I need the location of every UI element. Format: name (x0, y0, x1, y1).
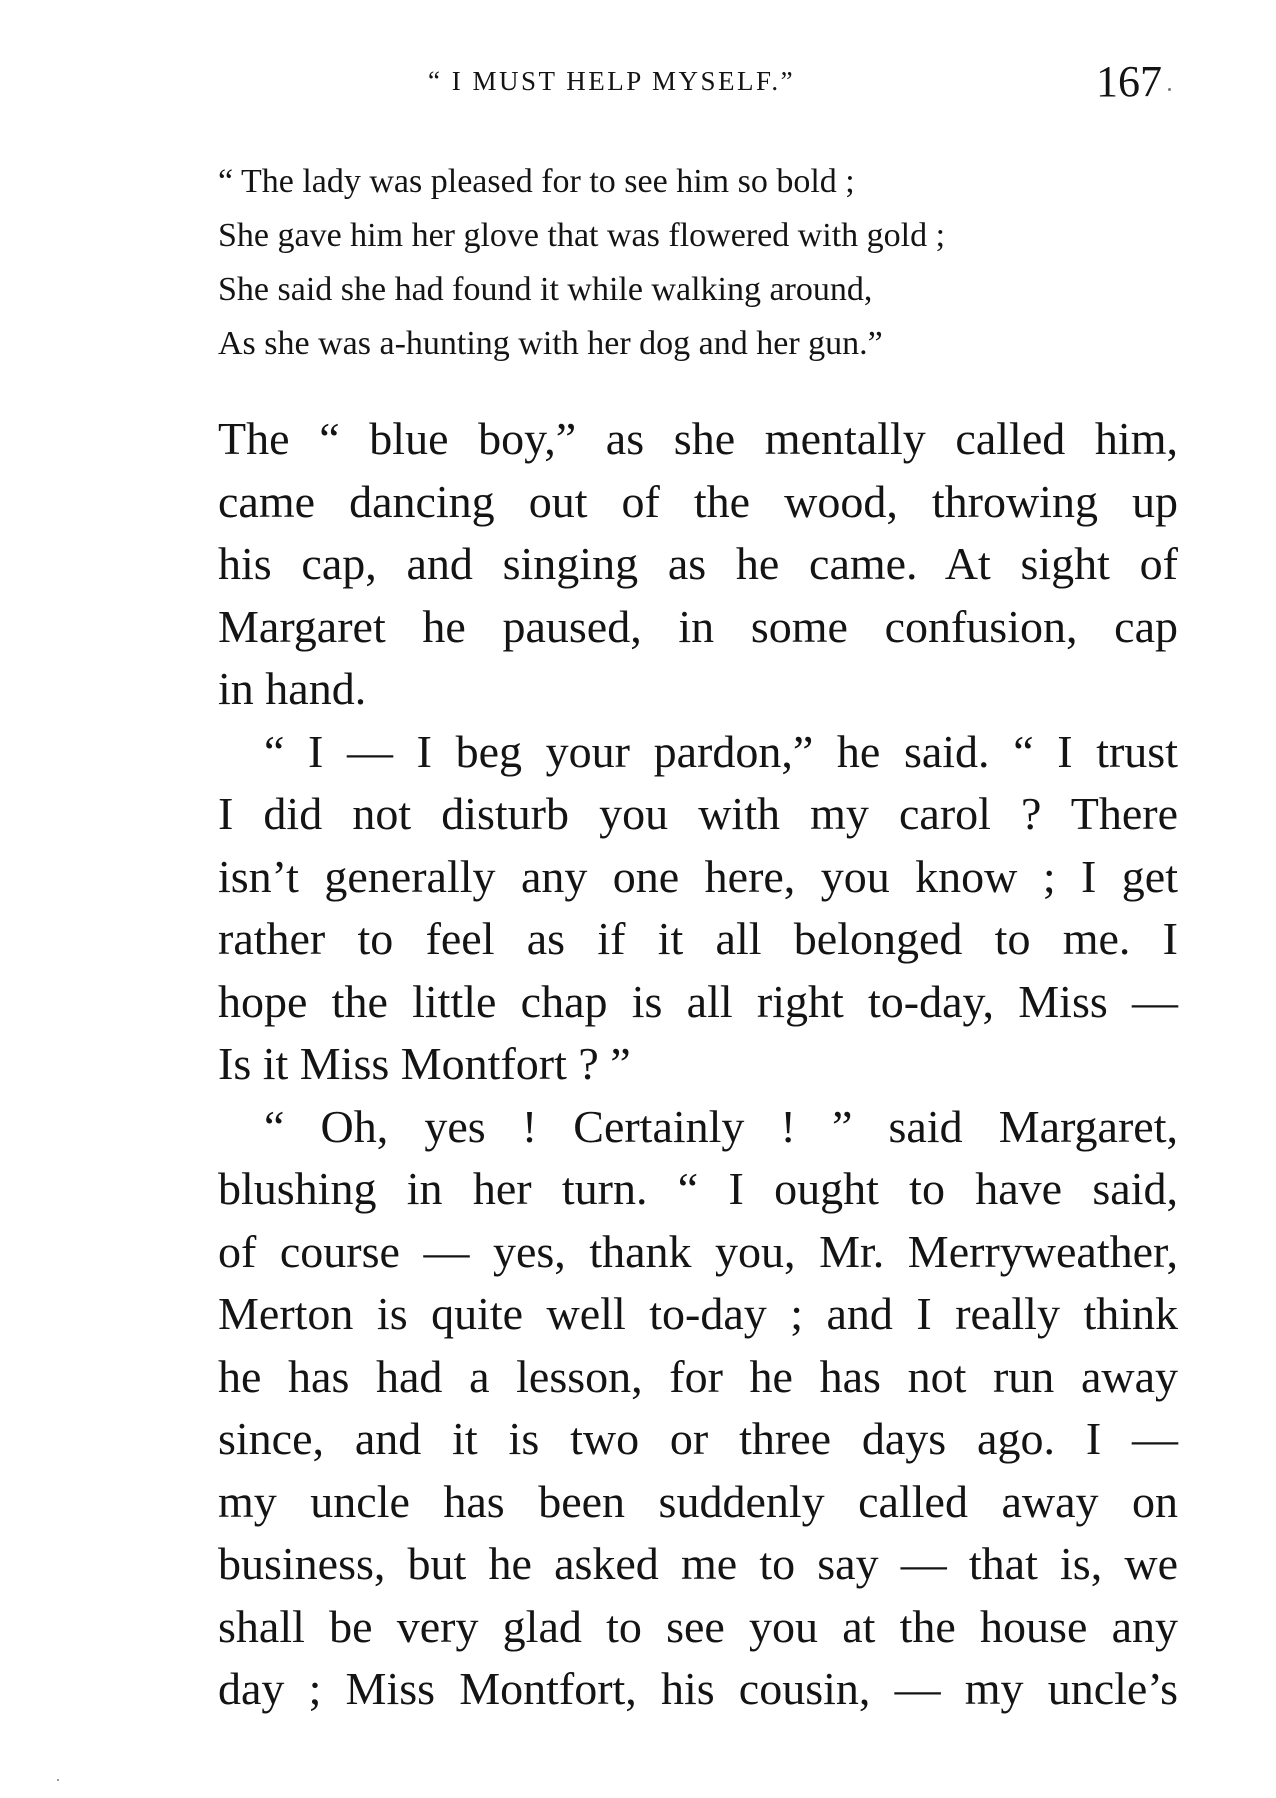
running-head-title: “ I MUST HELP MYSELF.” (428, 66, 796, 96)
text-line: since, and it is two or three days ago. I — (218, 1413, 1178, 1464)
verse-line: She said she had found it while walking around, (218, 271, 873, 308)
text-line: rather to feel as if it all belonged to me. I (218, 913, 1178, 964)
scan-speck (57, 1779, 59, 1781)
verse-line: “ The lady was pleased for to see him so bold ; (218, 163, 855, 200)
text-line: “ Oh, yes ! Certainly ! ” said Margaret, (264, 1100, 1178, 1152)
text-line: came dancing out of the wood, throwing up (218, 475, 1178, 527)
body-text (218, 408, 1178, 1721)
text-line: Is it Miss Montfort ? ” (218, 1038, 631, 1089)
scan-speck (1168, 88, 1171, 91)
text-line: isn’t generally any one here, you know ; I get (218, 850, 1178, 902)
text-line: I did not disturb you with my carol ? There (218, 788, 1178, 839)
text-line: day ; Miss Montfort, his cousin, — my uncle’s (218, 1663, 1178, 1714)
text-line: business, but he asked me to say — that is, we (218, 1538, 1178, 1589)
verse-block (218, 155, 1178, 371)
text-line: he has had a lesson, for he has not run away (218, 1350, 1178, 1402)
text-line: Merton is quite well to-day ; and I really think (218, 1288, 1178, 1339)
text-line: of course — yes, thank you, Mr. Merryweather, (218, 1225, 1178, 1277)
text-line: his cap, and singing as he came. At sight of (218, 538, 1178, 589)
page-number: 167 (1096, 57, 1162, 106)
text-line: my uncle has been suddenly called away on (218, 1475, 1178, 1527)
text-line: hope the little chap is all right to-day, Miss — (218, 975, 1178, 1027)
text-line: blushing in her turn. “ I ought to have said, (218, 1163, 1178, 1214)
text-line: in hand. (218, 663, 367, 714)
running-head (0, 52, 1276, 112)
text-line: shall be very glad to see you at the house any (218, 1600, 1178, 1652)
text-line: The “ blue boy,” as she mentally called him, (218, 413, 1178, 464)
text-line: “ I — I beg your pardon,” he said. “ I trust (264, 725, 1178, 777)
verse-line: As she was a-hunting with her dog and her gun.” (218, 325, 883, 362)
verse-line: She gave him her glove that was flowered with gold ; (218, 217, 946, 254)
text-line: Margaret he paused, in some confusion, cap (218, 600, 1178, 652)
